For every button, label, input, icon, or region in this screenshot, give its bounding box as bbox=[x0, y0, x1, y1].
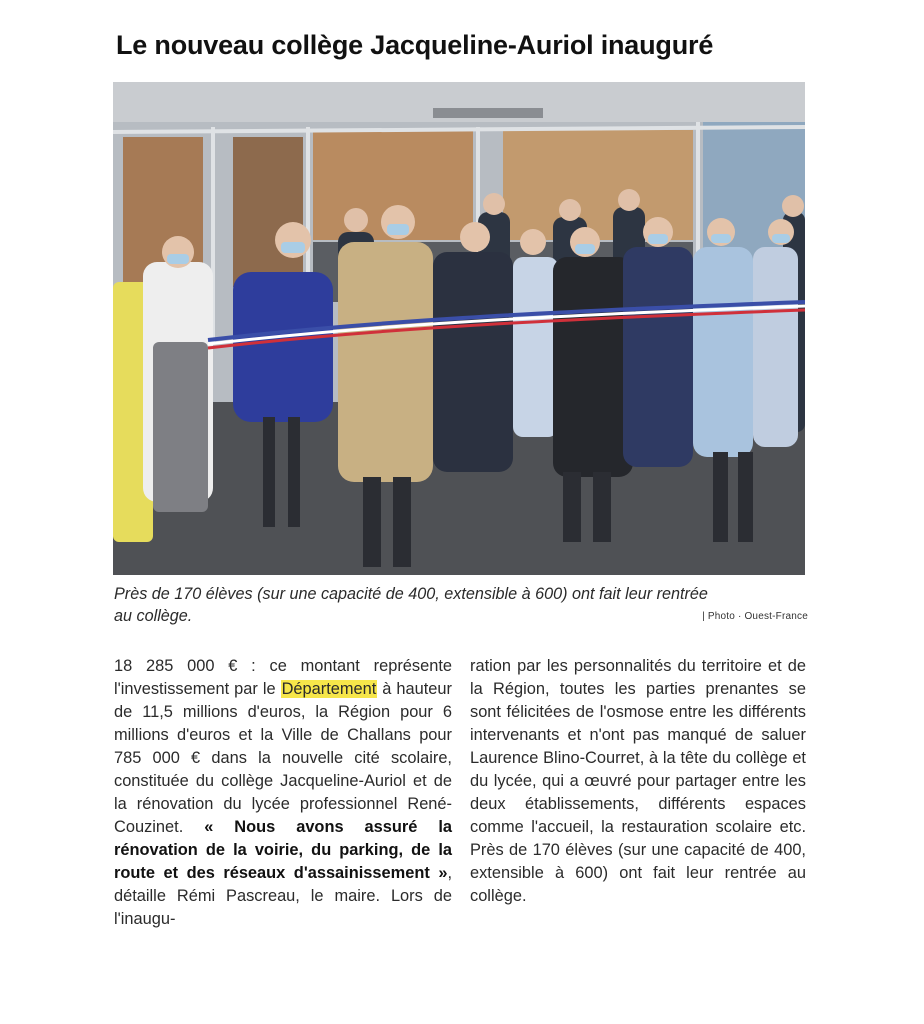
body-column-left bbox=[114, 655, 452, 931]
inauguration-photo bbox=[113, 82, 805, 575]
highlighted-term: Département bbox=[281, 680, 377, 698]
mayor-quote: « Nous avons assuré la rénovation de la voirie, du parking, de la route et des réseaux d'assainissement » bbox=[114, 818, 452, 882]
body-text-intro: 18 285 000 € : ce montant représente l'investissement par le bbox=[114, 657, 452, 698]
body-paragraph-right: ration par les personnalités du territoire et de la Région, toutes les parties prenantes se sont félicitées de l'osmose entre les différents intervenants et n'ont pas manqué de saluer Laurence Blino-Courret, à la tête du collège et du lycée, qui a œuvré pour partager entre les deux établissements, différents espaces comme l'accueil, la restauration scolaire etc. Près de 170 élèves (sur une capacité de 400, extensible à 600) ont fait leur rentrée au collège. bbox=[470, 657, 806, 905]
body-paragraph-left bbox=[114, 655, 452, 931]
body-text-attribution: , détaille Rémi Pascreau, le maire. Lors de l'inaugu- bbox=[114, 864, 452, 928]
body-text-financing: à hauteur de 11,5 millions d'euros, la Région pour 6 millions d'euros et la Ville de Challans pour 785 000 € dans la nouvelle cité scolaire, constituée du collège Jacqueline-Auriol et de la rénovation du lycée professionnel René-Couzinet. bbox=[114, 680, 452, 836]
body-column-right bbox=[470, 655, 806, 908]
photo-caption: Près de 170 élèves (sur une capacité de 400, extensible à 600) ont fait leur rentrée au collège. bbox=[114, 585, 708, 625]
article-headline: Le nouveau collège Jacqueline-Auriol inauguré bbox=[116, 30, 714, 60]
photo-credit: | Photo · Ouest-France bbox=[702, 611, 808, 622]
